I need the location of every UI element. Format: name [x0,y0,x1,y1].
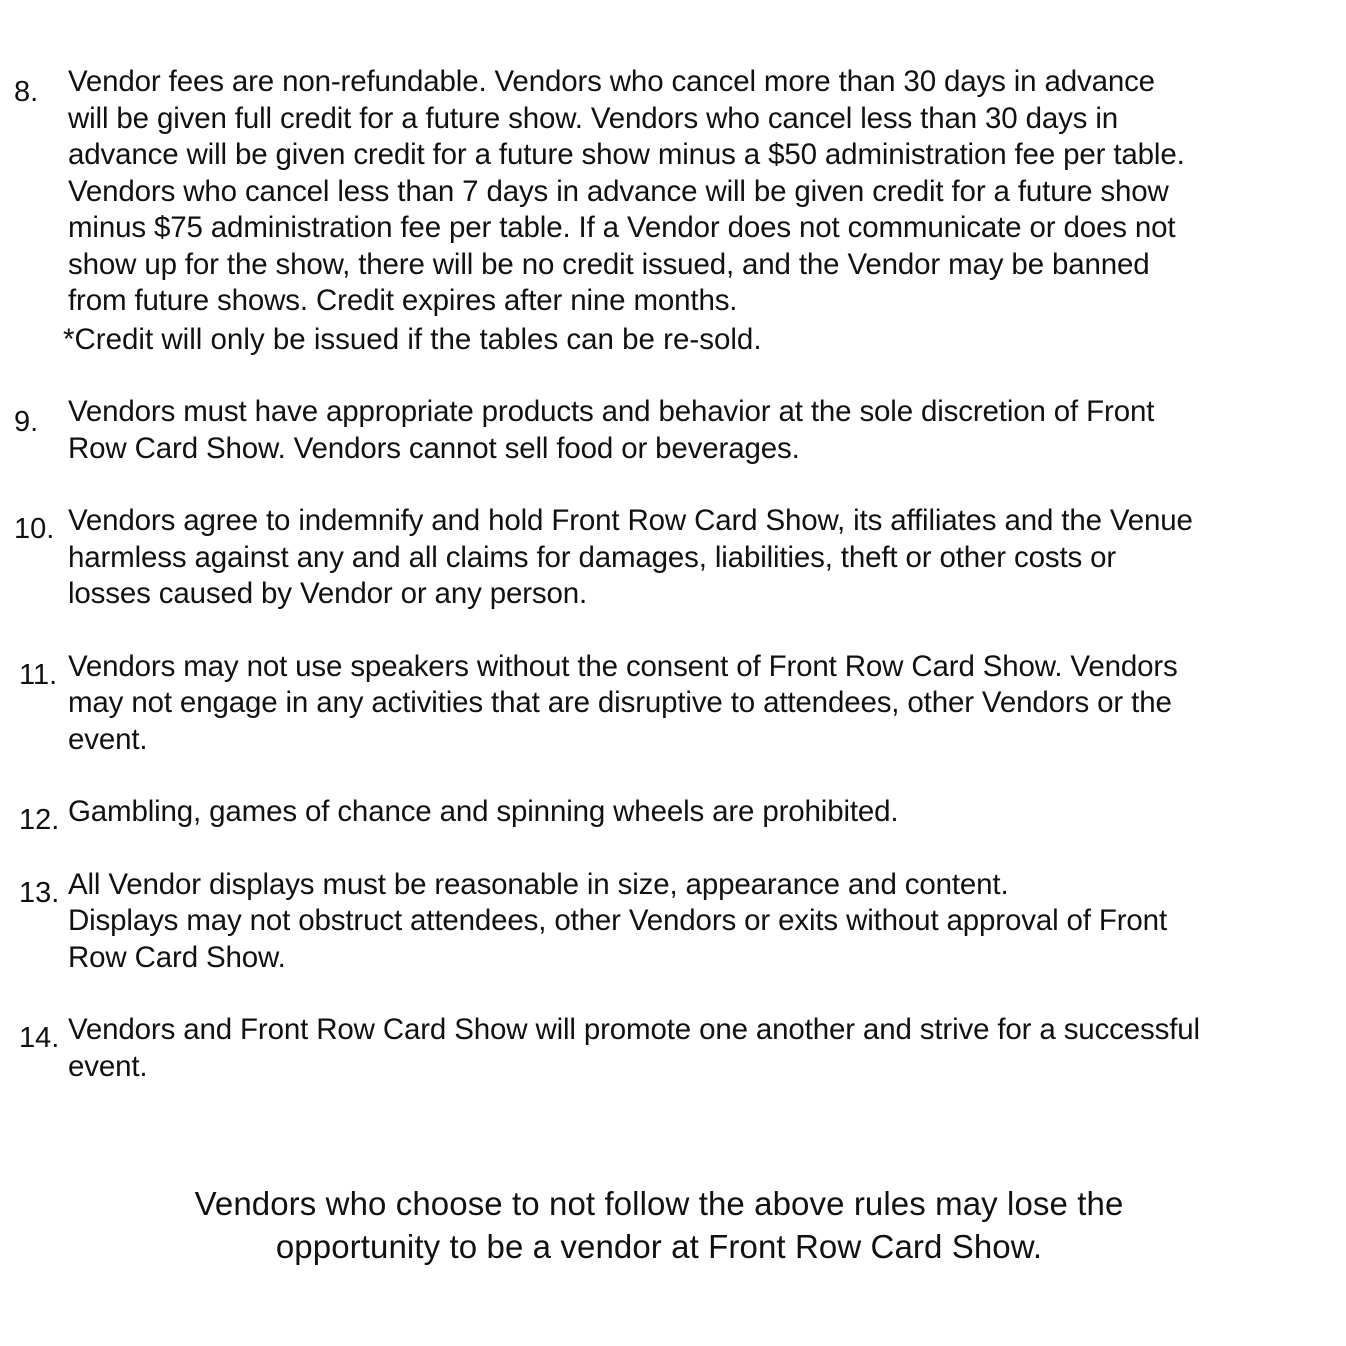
rule-line: Displays may not obstruct attendees, other Vendors or exits without approval of Front [68,904,1167,937]
rule-text [68,649,1338,759]
rule-line: losses caused by Vendor or any person. [68,577,588,610]
rule-item-14 [0,1012,1346,1085]
credit-note: *Credit will only be issued if the tables can be re-sold. [63,322,762,356]
rule-line: event. [68,722,148,756]
rule-item-12 [0,794,1346,836]
rule-text [68,867,1338,977]
rule-line: harmless against any and all claims for damages, liabilities, theft or other costs or [68,540,1117,574]
rule-line: from future shows. Credit expires after nine months. [68,284,738,317]
rule-text [68,64,1338,320]
rule-line: advance will be given credit for a future show minus a $50 administration fee per table. [68,138,1185,171]
rule-line: Vendors and Front Row Card Show will promote one another and strive for a successful [68,1013,1200,1046]
rule-text [68,503,1338,613]
rule-text [68,1012,1338,1085]
rule-item-9 [0,394,1346,467]
rule-line: Vendor fees are non-refundable. Vendors who cancel more than 30 days in advance [68,65,1155,98]
closing-line: opportunity to be a vendor at Front Row Card Show. [275,1228,1043,1265]
rule-number: 9. [14,406,39,438]
rule-line: Gambling, games of chance and spinning wheels are prohibited. [68,795,899,828]
rule-item-8 [0,64,1346,358]
rule-line: minus $75 administration fee per table. If a Vendor does not communicate or does not [68,211,1176,244]
rule-line: All Vendor displays must be reasonable in size, appearance and content. [68,867,1009,901]
rule-line: show up for the show, there will be no credit issued, and the Vendor may be banned [68,247,1150,281]
rule-line: will be given full credit for a future show. Vendors who cancel less than 30 days in [68,101,1118,135]
rule-number: 14. [19,1022,60,1054]
rule-text [68,394,1338,467]
rule-line: may not engage in any activities that are disruptive to attendees, other Vendors or the [68,686,1172,719]
rule-line: Vendors may not use speakers without the consent of Front Row Card Show. Vendors [68,649,1178,683]
rule-number: 8. [14,76,39,108]
rule-item-10 [0,503,1346,613]
rule-line: Row Card Show. [68,940,286,974]
rule-line: Vendors who cancel less than 7 days in advance will be given credit for a future show [68,174,1169,208]
rule-item-11 [0,649,1346,759]
rule-line: Row Card Show. Vendors cannot sell food or beverages. [68,431,800,465]
rule-line: event. [68,1049,148,1083]
rule-line: Vendors agree to indemnify and hold Front Row Card Show, its affiliates and the Venue [68,504,1193,537]
closing-line: Vendors who choose to not follow the above rules may lose the [194,1185,1124,1222]
rule-number: 11. [19,658,58,691]
rule-number: 13. [19,876,60,909]
rule-number: 10. [14,513,55,545]
rule-number: 12. [19,804,60,836]
rule-text [68,794,1338,831]
rules-list [0,64,1346,1121]
rule-line: Vendors must have appropriate products and behavior at the sole discretion of Front [68,395,1155,428]
closing-statement [0,1182,1318,1268]
rule-item-13 [0,867,1346,977]
